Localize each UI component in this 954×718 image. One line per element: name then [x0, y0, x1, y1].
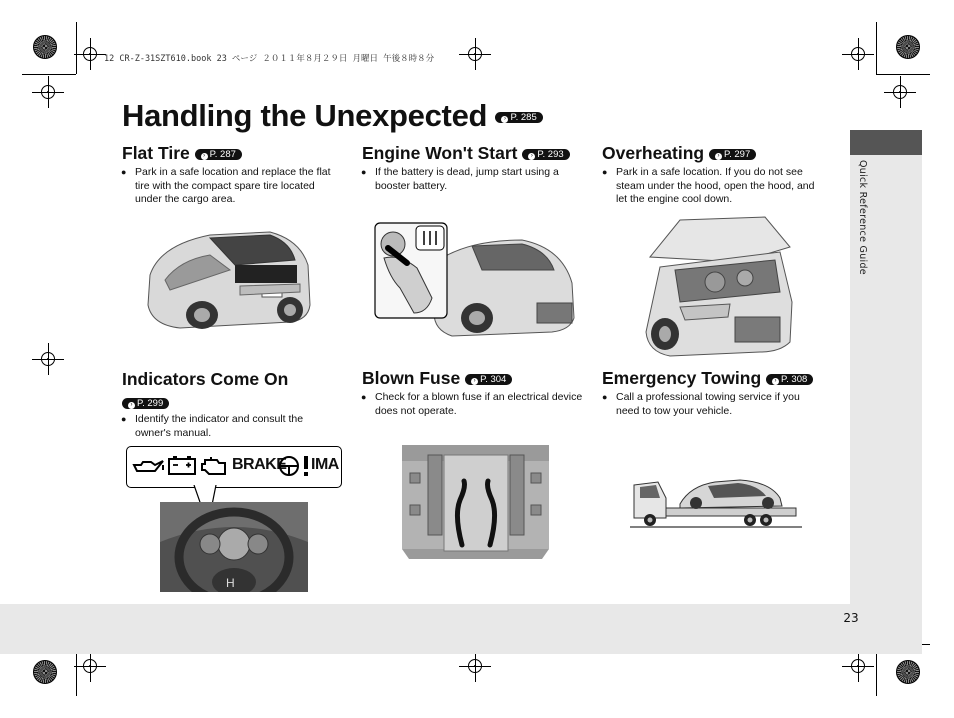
- crosshair-mark-icon: [848, 656, 868, 676]
- brake-indicator-label: BRAKE: [232, 456, 287, 473]
- registration-rosette-icon: [896, 35, 920, 59]
- bullet-icon: ●: [121, 414, 127, 424]
- bullet-text: Park in a safe location. If you do not see steam under the hood, open the hood, and let the engine cool down.: [616, 166, 815, 205]
- indicator-lamps-callout: [126, 446, 342, 488]
- section-title-text: Overheating: [602, 143, 705, 163]
- section-title-text: Emergency Towing: [602, 368, 762, 388]
- crosshair-mark-icon: [38, 82, 58, 102]
- steering-warning-icon: [278, 455, 300, 477]
- side-label: Quick Reference Guide: [857, 160, 868, 275]
- flat-tire-page-ref[interactable]: [195, 149, 242, 160]
- check-engine-icon: [199, 454, 229, 478]
- crosshair-mark-icon: [465, 656, 485, 676]
- car-hood-open-illustration: [640, 212, 800, 360]
- section-title-text: Flat Tire: [122, 143, 190, 163]
- indicators-text: [121, 413, 335, 440]
- section-title-indicators: [122, 369, 288, 390]
- crosshair-mark-icon: [890, 82, 910, 102]
- bullet-icon: ●: [361, 167, 367, 177]
- title-page-ref[interactable]: [495, 112, 542, 123]
- ima-indicator-label: IMA: [311, 456, 339, 473]
- bullet-icon: ●: [602, 392, 608, 402]
- crosshair-mark-icon: [80, 44, 100, 64]
- engine-page-ref[interactable]: [522, 149, 569, 160]
- arrow-icon: ›: [715, 153, 722, 160]
- indicators-page-ref[interactable]: [122, 398, 169, 409]
- side-tab: [850, 130, 922, 155]
- page-title: [122, 98, 543, 134]
- bullet-text: Park in a safe location and replace the flat tire with the compact spare tire located under the cargo area.: [135, 166, 331, 205]
- warning-exclamation-icon: [301, 455, 311, 477]
- towing-text: [602, 391, 826, 418]
- arrow-icon: ›: [501, 116, 508, 123]
- crosshair-mark-icon: [38, 349, 58, 369]
- crosshair-mark-icon: [465, 44, 485, 64]
- h-logo-icon: H: [226, 576, 235, 590]
- arrow-icon: ›: [201, 153, 208, 160]
- page-number: 23: [843, 611, 859, 625]
- page-title-text: Handling the Unexpected: [122, 98, 488, 133]
- section-title-text: Engine Won't Start: [362, 143, 518, 163]
- fuse-text: [361, 391, 585, 418]
- bullet-text: Identify the indicator and consult the owner's manual.: [135, 413, 304, 439]
- bullet-icon: ●: [361, 392, 367, 402]
- section-title-text: Blown Fuse: [362, 368, 461, 388]
- section-title-towing: [602, 368, 813, 389]
- oil-pressure-icon: [131, 455, 165, 477]
- print-header: 12 CR-Z-31SZT610.book 23 ページ ２０１１年８月２９日 月曜日 午後８時８分: [104, 54, 435, 64]
- arrow-icon: ›: [528, 153, 535, 160]
- dashboard-illustration: [160, 502, 308, 592]
- registration-rosette-icon: [33, 35, 57, 59]
- car-front-key-illustration: [372, 218, 580, 343]
- crop-mark: [76, 22, 77, 74]
- ref-label: P. 297: [724, 148, 751, 160]
- registration-rosette-icon: [896, 660, 920, 684]
- ref-label: P. 285: [510, 112, 537, 124]
- overheating-text: [602, 166, 826, 207]
- engine-text: [361, 166, 585, 193]
- bullet-icon: ●: [121, 167, 127, 177]
- crop-mark: [22, 74, 76, 75]
- tow-truck-illustration: [630, 470, 802, 532]
- ref-label: P. 304: [480, 373, 507, 385]
- ref-label: P. 308: [781, 373, 808, 385]
- registration-rosette-icon: [33, 660, 57, 684]
- arrow-icon: ›: [772, 378, 779, 385]
- flat-tire-text: [121, 166, 335, 207]
- crosshair-mark-icon: [80, 656, 100, 676]
- ref-label: P. 287: [209, 148, 236, 160]
- car-rear-illustration: [140, 220, 315, 340]
- bullet-icon: ●: [602, 167, 608, 177]
- towing-page-ref[interactable]: [766, 374, 813, 385]
- bullet-text: Call a professional towing service if you need to tow your vehicle.: [616, 391, 800, 417]
- crop-mark: [876, 74, 930, 75]
- bullet-text: Check for a blown fuse if an electrical device does not operate.: [375, 391, 583, 417]
- blown-fuse-illustration: [402, 445, 549, 559]
- battery-icon: [167, 454, 197, 476]
- crosshair-mark-icon: [848, 44, 868, 64]
- ref-label: P. 293: [537, 148, 564, 160]
- arrow-icon: ›: [128, 402, 135, 409]
- section-title-engine-wont-start: [362, 143, 570, 164]
- section-title-overheating: [602, 143, 756, 164]
- fuse-page-ref[interactable]: [465, 374, 512, 385]
- arrow-icon: ›: [471, 378, 478, 385]
- ref-label: P. 299: [137, 398, 164, 409]
- footer-band: [0, 604, 922, 654]
- bullet-text: If the battery is dead, jump start using a booster battery.: [375, 166, 559, 192]
- section-title-text: Indicators Come On: [122, 369, 289, 389]
- section-title-blown-fuse: [362, 368, 512, 389]
- crop-mark: [876, 22, 877, 74]
- section-title-flat-tire: [122, 143, 242, 164]
- overheating-page-ref[interactable]: [709, 149, 756, 160]
